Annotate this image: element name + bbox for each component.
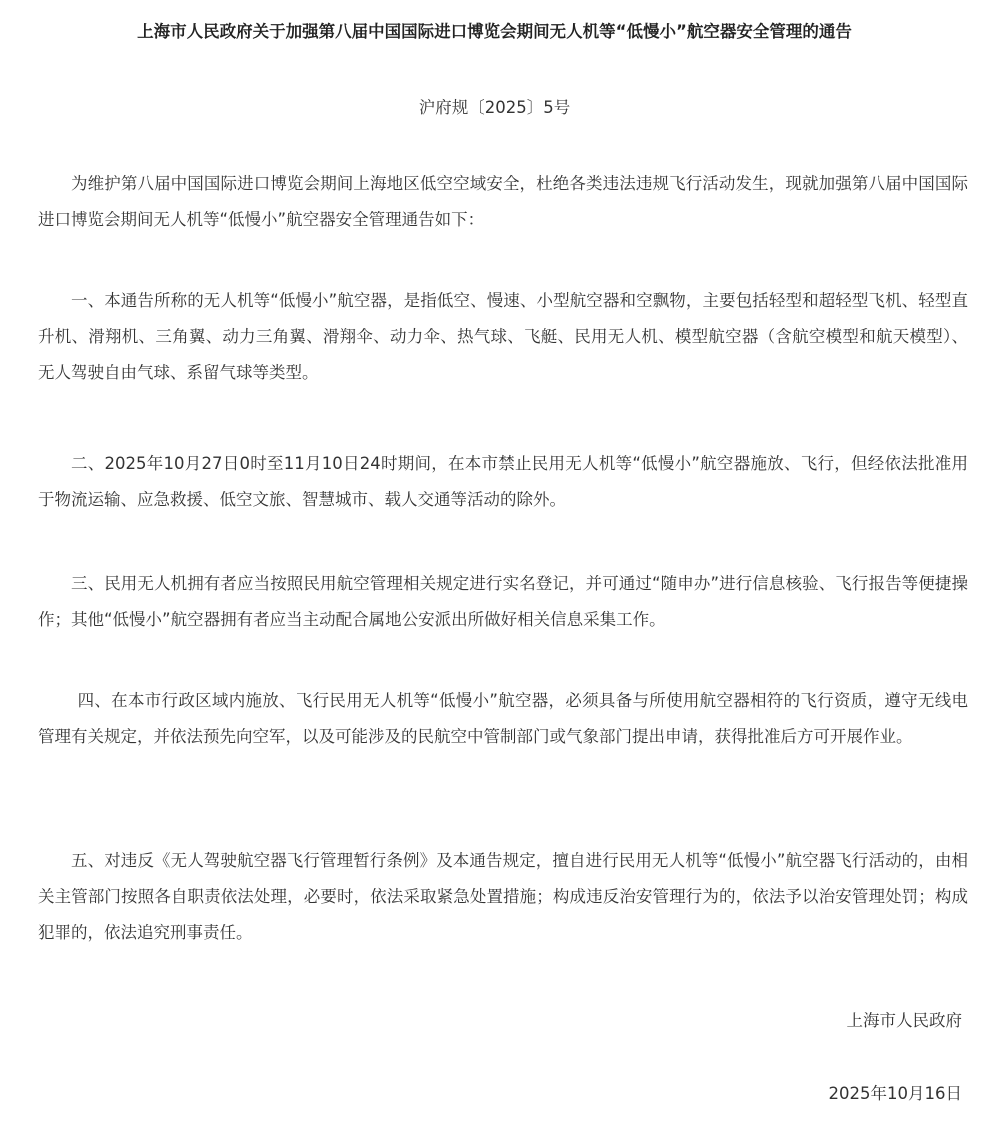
article-4: 四、在本市行政区域内施放、飞行民用无人机等“低慢小”航空器，必须具备与所使用航空器相符的飞行资质，遵守无线电管理有关规定，并依法预先向空军，以及可能涉及的民航空中管制部门或气象部门提出申请，获得批准后方可开展作业。: [38, 691, 968, 746]
article-3: 三、民用无人机拥有者应当按照民用航空管理相关规定进行实名登记，并可通过“随申办”进行信息核验、飞行报告等便捷操作；其他“低慢小”航空器拥有者应当主动配合属地公安派出所做好相关信息采集工作。: [38, 574, 968, 629]
article-1: 一、本通告所称的无人机等“低慢小”航空器，是指低空、慢速、小型航空器和空飘物，主要包括轻型和超轻型飞机、轻型直升机、滑翔机、三角翼、动力三角翼、滑翔伞、动力伞、热气球、飞艇、民用无人机、模型航空器（含航空模型和航天模型）、无人驾驶自由气球、系留气球等类型。: [38, 291, 968, 382]
issuing-authority: 上海市人民政府: [846, 1011, 962, 1030]
article-5: 五、对违反《无人驾驶航空器飞行管理暂行条例》及本通告规定，擅自进行民用无人机等“低慢小”航空器飞行活动的，由相关主管部门按照各自职责依法处理，必要时，依法采取紧急处置措施；构成违反治安管理行为的，依法予以治安管理处罚；构成犯罪的，依法追究刑事责任。: [38, 851, 968, 942]
intro-paragraph: 为维护第八届中国国际进口博览会期间上海地区低空空域安全，杜绝各类违法违规飞行活动发生，现就加强第八届中国国际进口博览会期间无人机等“低慢小”航空器安全管理通告如下：: [38, 174, 968, 229]
notice-title: 上海市人民政府关于加强第八届中国国际进口博览会期间无人机等“低慢小”航空器安全管理的通告: [137, 22, 852, 41]
issue-date: 2025年10月16日: [828, 1084, 962, 1103]
document-number: 沪府规〔2025〕5号: [418, 98, 571, 117]
article-2: 二、2025年10月27日0时至11月10日24时期间，在本市禁止民用无人机等“低慢小”航空器施放、飞行，但经依法批准用于物流运输、应急救援、低空文旅、智慧城市、载人交通等活动的除外。: [38, 454, 968, 509]
